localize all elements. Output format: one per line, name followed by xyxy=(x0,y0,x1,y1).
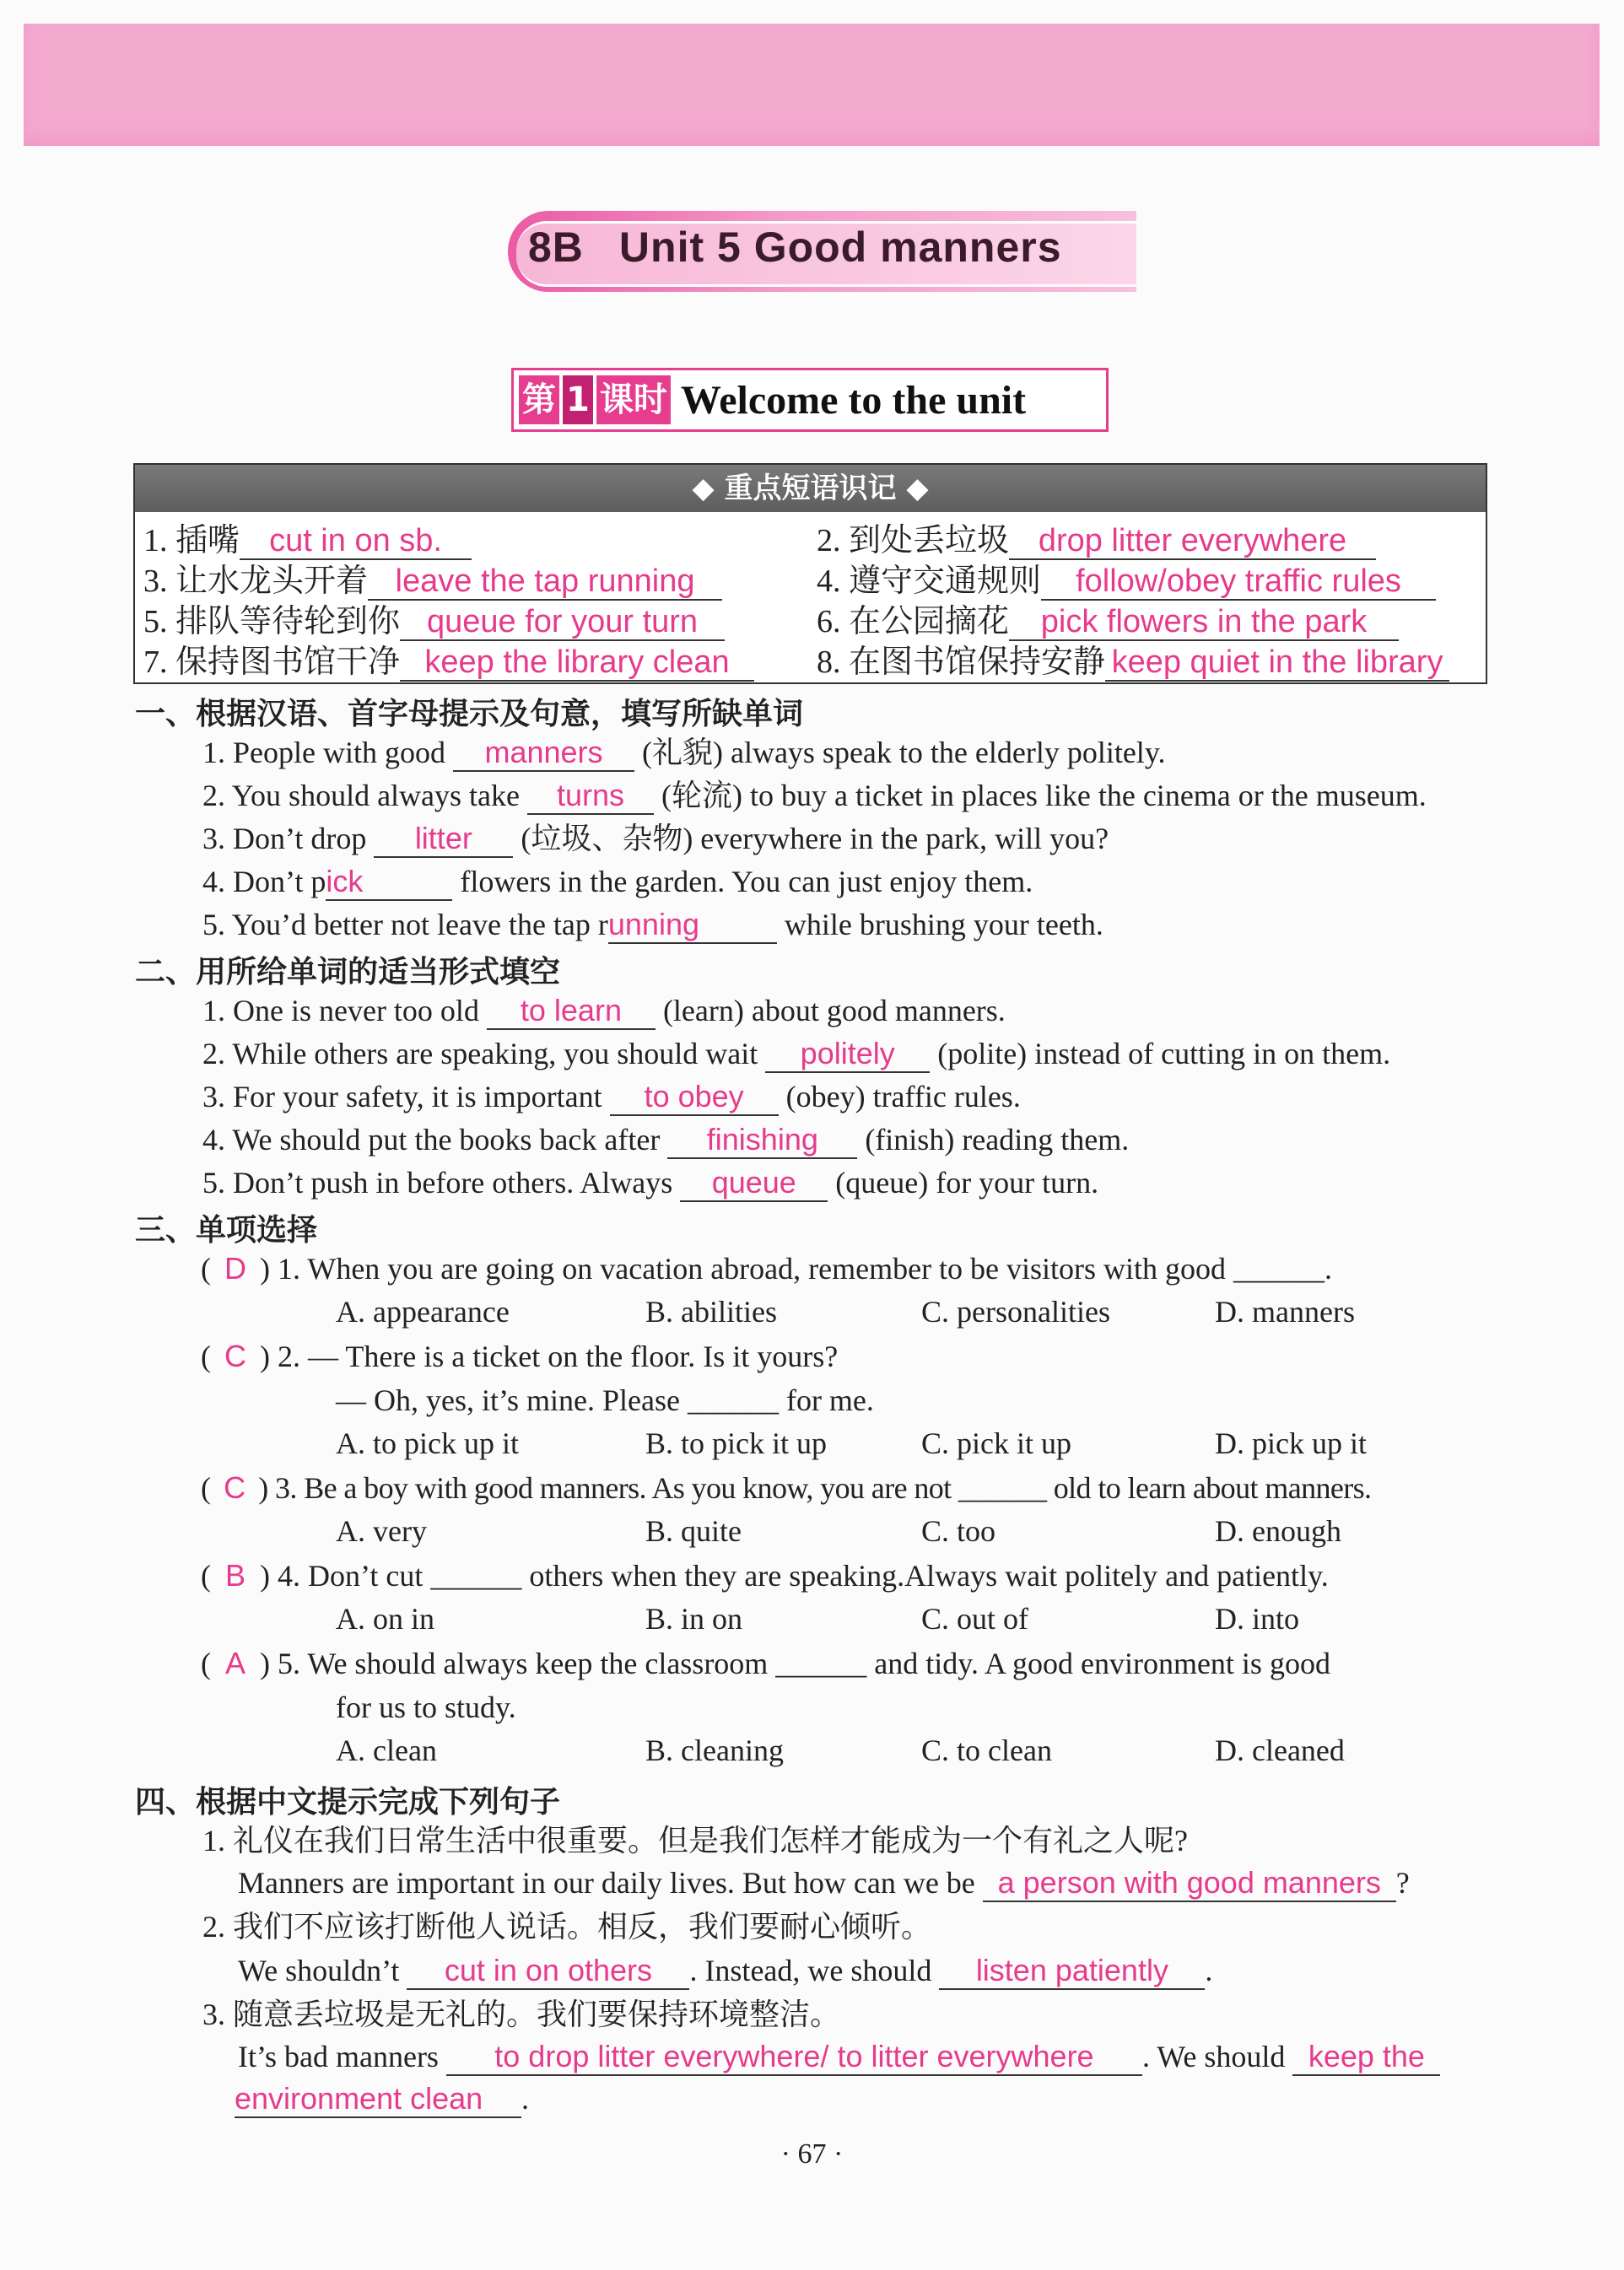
translation-line-cont: environment clean . xyxy=(235,2079,529,2119)
chinese-prompt: 3. 随意丢垃圾是无礼的。我们要保持环境整洁。 xyxy=(202,1998,841,2031)
answer-blank: to drop litter everywhere/ to litter everywhere xyxy=(446,2039,1142,2076)
phrase-num: 1. xyxy=(143,523,168,558)
phrase-answer: keep the library clean xyxy=(400,644,754,682)
option-a: A. to pick up it xyxy=(336,1426,519,1460)
option-d: D. cleaned xyxy=(1215,1734,1345,1767)
mc-answer: C xyxy=(224,1339,246,1373)
option-c: C. pick it up xyxy=(921,1426,1071,1460)
option-c: C. out of xyxy=(921,1602,1029,1636)
question-line: 1. People with good manners (礼貌) always speak to the elderly politely. xyxy=(202,732,1165,773)
option-b: B. abilities xyxy=(645,1295,777,1329)
option-b: B. cleaning xyxy=(645,1734,784,1767)
answer-blank: litter xyxy=(374,821,513,858)
lesson-title: Welcome to the unit xyxy=(680,377,1027,423)
lesson-chip-number: 1 xyxy=(561,374,595,426)
phrase-answer: follow/obey traffic rules xyxy=(1041,563,1436,601)
question-line: 3. Don’t drop litter (垃圾、杂物) everywhere in the park, will you? xyxy=(202,818,1109,859)
lesson-title-box xyxy=(511,368,1109,432)
phrase-num: 2. xyxy=(817,523,841,558)
mc-question: ( A ) 5. We should always keep the classroom ______ and tidy. A good environment is good xyxy=(201,1643,1330,1684)
lesson-chip-di: 第 xyxy=(519,375,559,424)
phrase-item xyxy=(143,561,722,601)
question-line: 3. For your safety, it is important to obey (obey) traffic rules. xyxy=(202,1076,1021,1117)
phrase-cn: 到处丢垃圾 xyxy=(849,523,1010,558)
mc-answer: D xyxy=(224,1251,246,1286)
mc-question-cont: for us to study. xyxy=(336,1690,516,1724)
unit-title xyxy=(528,223,1062,272)
answer-blank: environment clean xyxy=(235,2081,521,2118)
mc-question: ( D ) 1. When you are going on vacation abroad, remember to be visitors with good ______. xyxy=(201,1248,1332,1289)
translation-line: It’s bad manners to drop litter everywhere/ to litter everywhere . We should keep the xyxy=(238,2036,1440,2077)
phrase-answer: queue for your turn xyxy=(400,604,725,641)
mc-answer: C xyxy=(224,1470,245,1505)
answer-blank: keep the xyxy=(1292,2039,1440,2076)
top-banner xyxy=(24,24,1600,146)
section-title: 四、根据中文提示完成下列句子 xyxy=(135,1785,561,1820)
answer-blank: cut in on others xyxy=(407,1953,689,1990)
answer-blank: finishing xyxy=(667,1122,857,1159)
answer-blank: to learn xyxy=(487,993,656,1030)
lesson-chip-keshi: 课时 xyxy=(596,375,671,424)
section-title: 二、用所给单词的适当形式填空 xyxy=(135,955,561,989)
chinese-prompt: 1. 礼仪在我们日常生活中很重要。但是我们怎样才能成为一个有礼之人呢? xyxy=(202,1824,1188,1858)
answer-blank: a person with good manners xyxy=(983,1865,1396,1902)
phrase-cn: 在图书馆保持安静 xyxy=(849,644,1106,680)
phrase-answer: keep quiet in the library xyxy=(1105,644,1449,682)
phrase-answer: cut in on sb. xyxy=(240,523,472,560)
option-d: D. manners xyxy=(1215,1295,1355,1329)
mc-question: ( C ) 2. — There is a ticket on the floor. Is it yours? xyxy=(201,1336,838,1377)
option-c: C. personalities xyxy=(921,1295,1110,1329)
answer-blank: turns xyxy=(527,778,654,815)
phrase-num: 4. xyxy=(817,563,841,599)
phrase-item xyxy=(817,601,1399,642)
mc-question-cont: — Oh, yes, it’s mine. Please ______ for me. xyxy=(336,1383,874,1417)
option-c: C. to clean xyxy=(921,1734,1052,1767)
phrase-item xyxy=(817,642,1449,682)
question-line: 5. Don’t push in before others. Always queue (queue) for your turn. xyxy=(202,1162,1098,1203)
phrase-cn: 遵守交通规则 xyxy=(849,563,1042,599)
option-a: A. appearance xyxy=(336,1295,510,1329)
phrase-item xyxy=(143,601,725,642)
phrase-cn: 插嘴 xyxy=(175,523,240,558)
option-d: D. into xyxy=(1215,1602,1300,1636)
section-title: 三、单项选择 xyxy=(135,1213,318,1248)
mc-question: ( B ) 4. Don’t cut ______ others when they are speaking.Always wait politely and patiently. xyxy=(201,1556,1329,1596)
phrase-item xyxy=(817,520,1376,561)
phrase-num: 6. xyxy=(817,604,841,639)
unit-title-badge xyxy=(508,211,1136,292)
question-line: 2. You should always take turns (轮流) to buy a ticket in places like the cinema or the museum. xyxy=(202,775,1427,816)
mc-answer: B xyxy=(224,1558,245,1593)
key-phrases-box xyxy=(133,463,1487,684)
phrase-cn: 排队等待轮到你 xyxy=(175,604,401,639)
phrase-item xyxy=(143,642,754,682)
phrase-cn: 保持图书馆干净 xyxy=(175,644,401,680)
answer-blank: to obey xyxy=(610,1079,779,1116)
answer-blank: listen patiently xyxy=(939,1953,1205,1990)
unit-name: Unit 5 Good manners xyxy=(618,224,1062,271)
phrase-cn: 在公园摘花 xyxy=(849,604,1010,639)
phrase-num: 5. xyxy=(143,604,168,639)
phrase-answer: pick flowers in the park xyxy=(1009,604,1399,641)
answer-blank: manners xyxy=(453,735,634,772)
option-d: D. enough xyxy=(1215,1514,1341,1548)
answer-blank: unning xyxy=(608,907,777,944)
question-line: 1. One is never too old to learn (learn) about good manners. xyxy=(202,990,1006,1031)
phrase-item xyxy=(143,520,472,561)
mc-question: ( C ) 3. Be a boy with good manners. As you know, you are not ______ old to learn about manners. xyxy=(201,1468,1371,1508)
mc-answer: A xyxy=(224,1646,245,1680)
answer-blank: queue xyxy=(680,1165,828,1202)
page-number: · 67 · xyxy=(780,2138,844,2170)
chinese-prompt: 2. 我们不应该打断他人说话。相反，我们要耐心倾听。 xyxy=(202,1910,932,1944)
phrase-num: 7. xyxy=(143,644,168,680)
option-b: B. in on xyxy=(645,1602,743,1636)
answer-blank: ick xyxy=(326,864,452,901)
option-b: B. quite xyxy=(645,1514,742,1548)
question-line: 4. Don’t pick flowers in the garden. You can just enjoy them. xyxy=(202,861,1033,902)
question-line: 2. While others are speaking, you should wait politely (polite) instead of cutting in on them. xyxy=(202,1033,1390,1074)
translation-line: Manners are important in our daily lives. But how can we be a person with good manners ? xyxy=(238,1863,1410,1903)
phrase-cn: 让水龙头开着 xyxy=(175,563,369,599)
phrase-answer: drop litter everywhere xyxy=(1009,523,1376,560)
option-a: A. on in xyxy=(336,1602,434,1636)
option-b: B. to pick it up xyxy=(645,1426,827,1460)
unit-code: 8B xyxy=(528,224,584,271)
translation-line: We shouldn’t cut in on others . Instead, we should listen patiently . xyxy=(238,1950,1212,1991)
option-d: D. pick up it xyxy=(1215,1426,1367,1460)
option-a: A. very xyxy=(336,1514,427,1548)
question-line: 5. You’d better not leave the tap running while brushing your teeth. xyxy=(202,904,1103,945)
phrase-header: ◆ 重点短语识记 ◆ xyxy=(135,465,1486,512)
section-title: 一、根据汉语、首字母提示及句意，填写所缺单词 xyxy=(135,697,804,731)
phrase-item xyxy=(817,561,1436,601)
option-a: A. clean xyxy=(336,1734,437,1767)
question-line: 4. We should put the books back after finishing (finish) reading them. xyxy=(202,1119,1129,1160)
phrase-answer: leave the tap running xyxy=(368,563,722,601)
phrase-num: 8. xyxy=(817,644,841,680)
phrase-num: 3. xyxy=(143,563,168,599)
option-c: C. too xyxy=(921,1514,996,1548)
answer-blank: politely xyxy=(765,1036,930,1073)
